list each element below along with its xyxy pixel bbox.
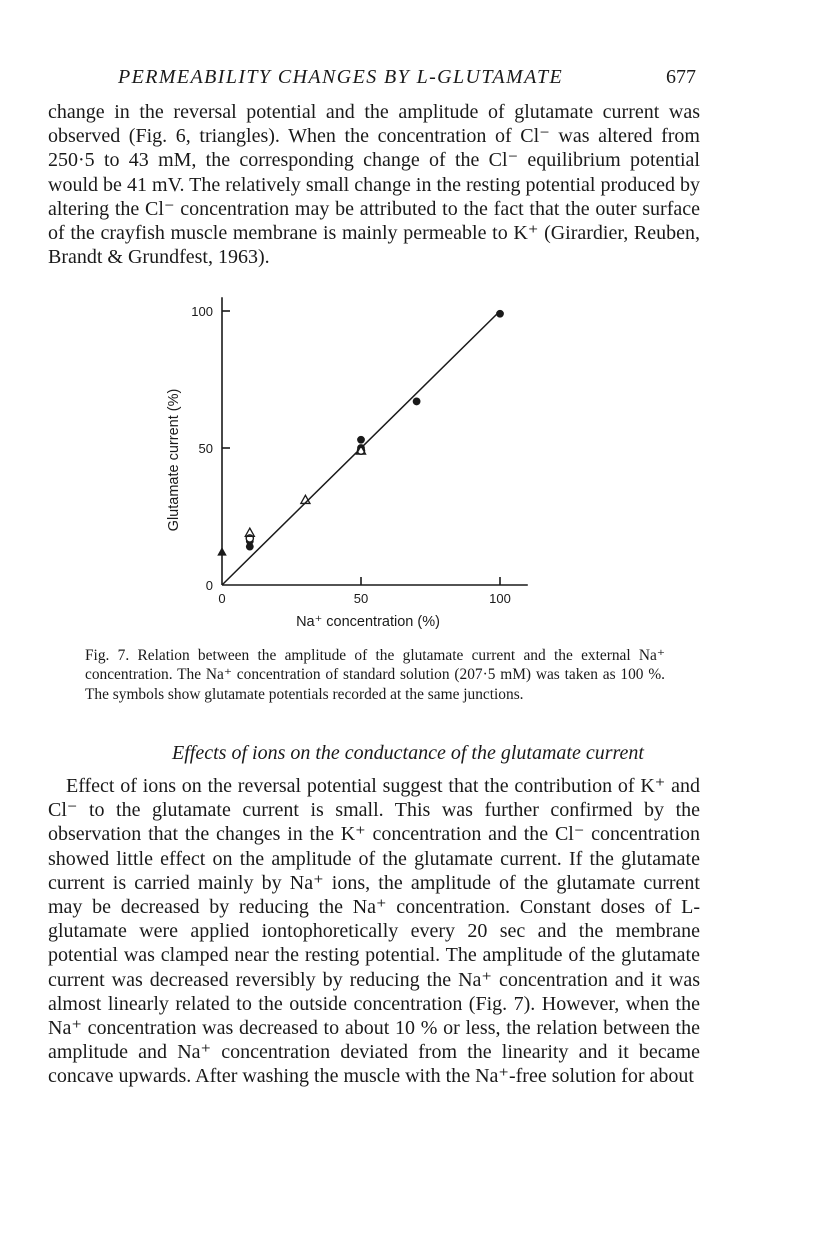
x-tick-label: 100 [489,591,511,606]
data-points [217,310,504,556]
x-tick-label: 50 [353,591,369,606]
page-number: 677 [666,66,696,88]
data-point-filled-circle [357,436,365,444]
y-tick-label: 50 [198,441,213,456]
paragraph-text: change in the reversal potential and the amplitude of glutamate current was observed (Fig. 6, triangles). When the concentration of Cl⁻ was altered from 250·5 to 43 mM, the corresponding change of the Cl⁻ equilibrium potential would be 41 mV. The relatively small change in the resting potential produced by altering the Cl⁻ concentration may be attributed to the fact that the outer surface of the crayfish muscle membrane is mainly permeable to K⁺ (Girardier, Reuben, Brandt & Grundfest, 1963). [48,101,700,269]
x-axis-label: Na⁺ concentration (%) [296,614,440,630]
body-paragraph-top [48,100,700,269]
y-axis-label: Glutamate current (%) [166,388,182,532]
figure-7 [160,296,540,636]
x-tick-label: 0 [218,591,226,606]
scatter-chart [160,296,540,636]
data-point-filled-circle [413,398,421,406]
body-paragraph-bottom [48,774,700,1089]
running-title: PERMEABILITY CHANGES BY L-GLUTAMATE [118,66,564,88]
data-point-filled-circle [496,310,504,318]
data-point-filled-triangle [217,547,227,556]
figure-caption: Fig. 7. Relation between the amplitude of the glutamate current and the external Na⁺ concentration. The Na⁺ concentration of standard solution (207·5 mM) was taken as 100 %. The symbols show glutamate potentials recorded at the same junctions. [85,647,665,703]
running-header [48,66,700,94]
y-tick-label: 0 [205,578,213,593]
paragraph-text: Effect of ions on the reversal potential suggest that the contribution of K⁺ and Cl⁻ to the glutamate current is small. This was further confirmed by the observation that the changes in the K⁺ concentration and the Cl⁻ concentration showed little effect on the amplitude of the glutamate current. If the glutamate current is carried mainly by Na⁺ ions, the amplitude of the glutamate current may be decreased by reducing the Na⁺ concentration. Constant doses of L-glutamate were applied iontophoretically every 20 sec and the membrane potential was clamped near the resting potential. The amplitude of the glutamate current was decreased reversibly by reducing the Na⁺ concentration and it was almost linearly related to the outside concentration (Fig. 7). However, when the Na⁺ concentration was decreased to about 10 % or less, the relation between the amplitude and Na⁺ concentration deviated from the linearity and it became concave upwards. After washing the muscle with the Na⁺-free solution for about [48,775,700,1088]
section-heading: Effects of ions on the conductance of the glutamate current [172,742,644,764]
y-tick-label: 100 [191,304,213,319]
